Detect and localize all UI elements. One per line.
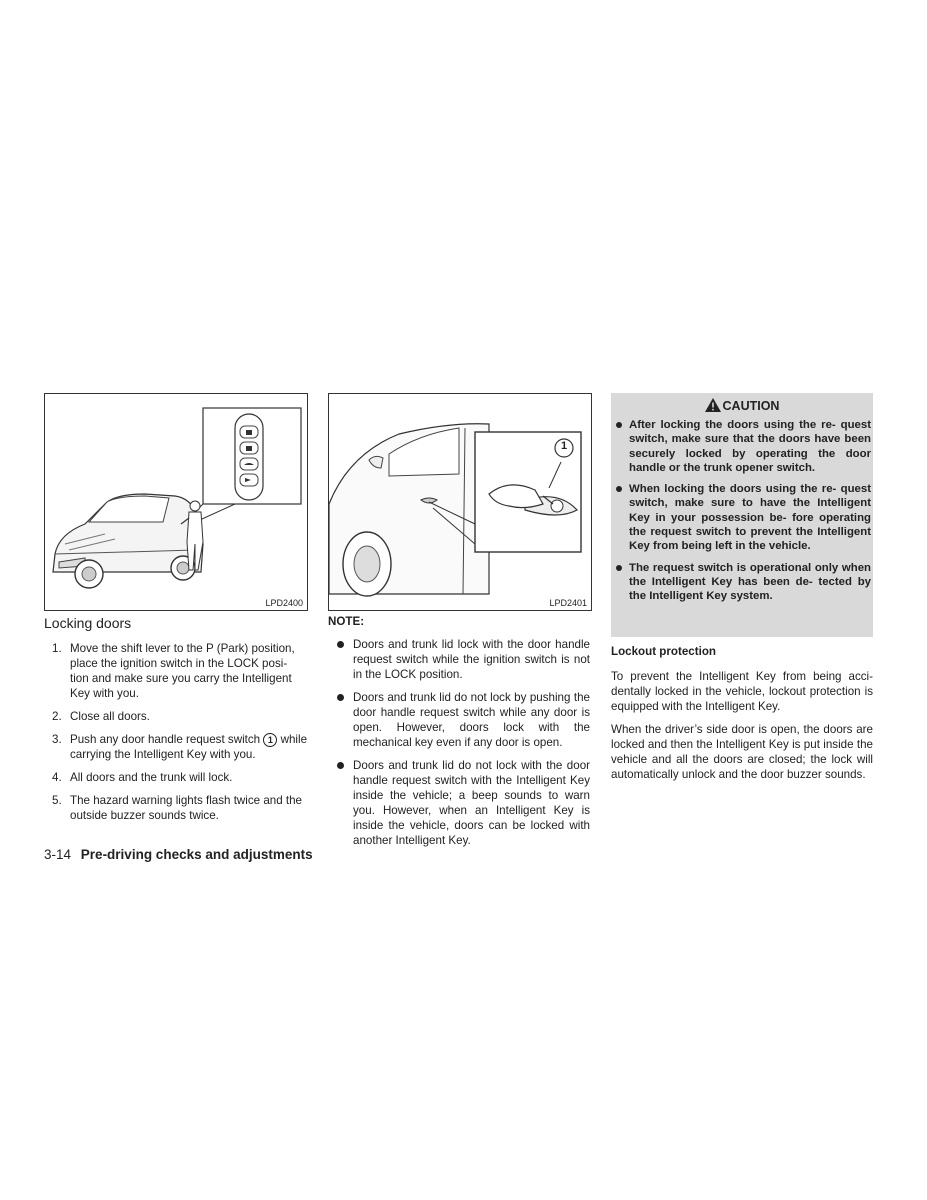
paragraph: To prevent the Intelligent Key from being acci- dentally locked in the vehicle, lockout protection is equipped with the Intelligent Key.: [611, 670, 873, 713]
bullet-icon: [337, 641, 344, 648]
list-item: [44, 793, 308, 823]
list-item: [44, 709, 308, 724]
step-text: Close all doors.: [70, 710, 150, 723]
callout-number: 1: [560, 440, 568, 452]
figure-code: LPD2400: [265, 598, 303, 608]
page-footer: [44, 847, 313, 862]
step-text: All doors and the trunk will lock.: [70, 771, 233, 784]
bullet-text: Doors and trunk lid do not lock by pushing the door handle request switch while any door is open. However, doors lock with the mechanical key even if any door is open.: [353, 691, 590, 749]
list-item: [44, 732, 308, 762]
caution-text: After locking the doors using the re- quest switch, make sure that the doors have been securely locked by operating the door handle or the trunk opener switch.: [629, 419, 871, 474]
caution-label: CAUTION: [722, 399, 780, 413]
step-text: The hazard warning lights flash twice and the outside buzzer sounds twice.: [70, 794, 303, 822]
caution-list: [611, 418, 873, 604]
figure-locking-doors: [44, 393, 308, 611]
left-column: [44, 616, 308, 831]
paragraph: When the driver’s side door is open, the doors are locked and then the Intelligent Key is put inside the vehicle and all the doors are closed; the lock will automatically unlock and the door buzzer sounds.: [611, 723, 873, 781]
page-number: 3-14: [44, 847, 72, 862]
list-item: [44, 641, 308, 701]
step-number: 2.: [52, 710, 62, 723]
step-text: Push any door handle request switch: [70, 733, 261, 746]
list-item: [611, 482, 873, 553]
list-item: [611, 561, 873, 604]
step-text: Move the shift lever to the P (Park) position, place the ignition switch in the LOCK posi- tion and make sure you carry the Intelligent Key with you.: [70, 642, 295, 700]
step-text: while carrying the Intelligent Key with you.: [70, 733, 308, 761]
section-title-footer: Pre-driving checks and adjustments: [80, 847, 313, 862]
steps-list: [44, 641, 308, 823]
step-number: 5.: [52, 794, 62, 807]
bullet-text: Doors and trunk lid do not lock with the door handle request switch with the Intelligent Key inside the vehicle; a beep sounds to warn you. However, when an Intelligent Key is inside the vehicle, doors can be locked with another Intelligent Key.: [353, 759, 590, 847]
car-with-person-illustration: [45, 394, 307, 610]
figure-door-handle: [328, 393, 592, 611]
lockout-heading: Lockout protection: [611, 645, 716, 658]
caution-text: When locking the doors using the re- quest switch, make sure to have the Intelligent Key in your possession be- fore operating the request switch to prevent the Intelligent Key from being left in the vehicle.: [629, 483, 871, 553]
list-item: [328, 637, 590, 682]
caution-header: [611, 393, 873, 414]
bullet-icon: [616, 565, 622, 571]
warning-triangle-icon: [705, 398, 721, 412]
bullet-icon: [337, 762, 344, 769]
bullet-icon: [616, 422, 622, 428]
step-number: 3.: [52, 733, 62, 746]
note-label: NOTE:: [328, 615, 365, 628]
note-list: [328, 637, 590, 848]
door-handle-illustration: [329, 394, 591, 610]
list-item: [328, 758, 590, 848]
middle-column: [328, 614, 590, 856]
list-item: [44, 770, 308, 785]
bullet-icon: [616, 486, 622, 492]
right-column: [611, 644, 873, 790]
bullet-text: Doors and trunk lid lock with the door handle request switch while the ignition switch is not in the LOCK position.: [353, 638, 590, 681]
figure-code: LPD2401: [549, 598, 587, 608]
caution-text: The request switch is operational only when the Intelligent Key has been de- tected by the Intelligent Key system.: [629, 561, 871, 603]
bullet-icon: [337, 694, 344, 701]
step-number: 4.: [52, 771, 62, 784]
list-item: [328, 690, 590, 750]
callout-marker: 1: [263, 733, 277, 747]
caution-box: [611, 393, 873, 637]
step-number: 1.: [52, 642, 62, 655]
list-item: [611, 418, 873, 475]
section-title: Locking doors: [44, 615, 132, 631]
